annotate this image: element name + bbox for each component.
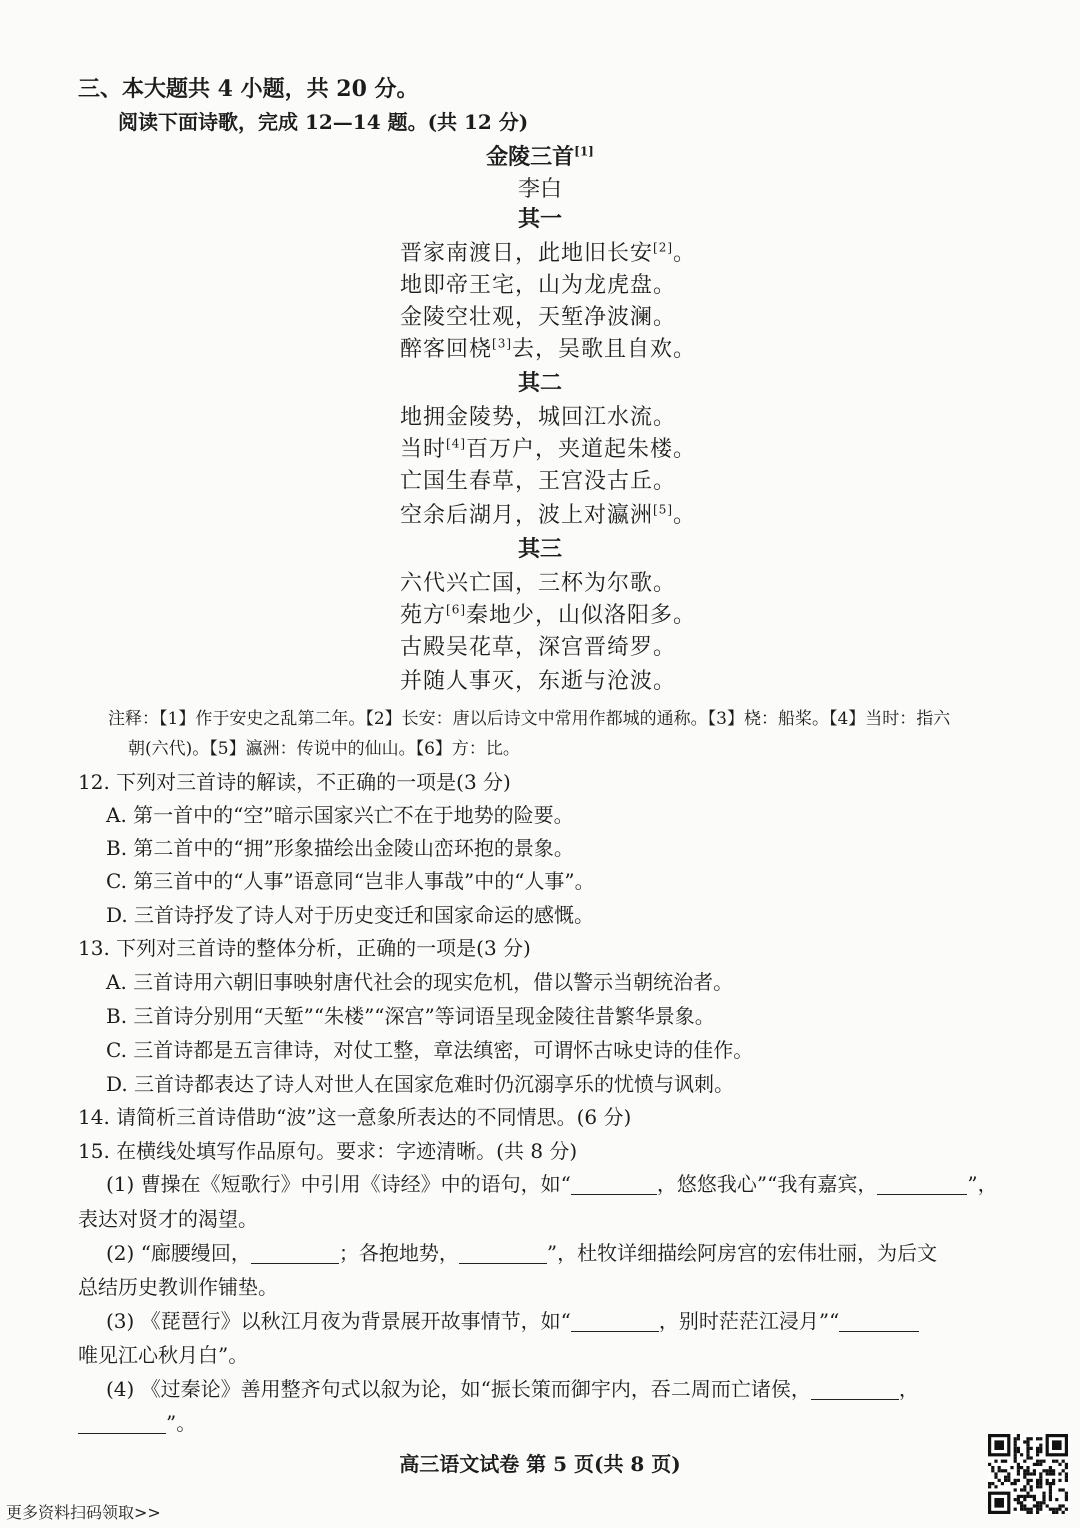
poem-notes-line: 朝(六代)。【5】瀛洲：传说中的仙山。【6】方：比。 (128, 739, 520, 759)
question-12-stem: 12. 下列对三首诗的解读，不正确的一项是(3 分) (78, 770, 511, 794)
qr-code-icon[interactable] (988, 1434, 1068, 1514)
question-12-option: C. 第三首中的“人事”语意同“岂非人事哉”中的“人事”。 (106, 869, 595, 893)
more-resources-link[interactable]: 更多资料扫码领取>> (6, 1503, 161, 1522)
question-12-option: D. 三首诗抒发了诗人对于历史变迁和国家命运的感慨。 (106, 903, 595, 927)
question-15-item-4-cont: ”。 (78, 1407, 196, 1436)
answer-blank[interactable] (78, 1411, 166, 1434)
poem-line: 地即帝王宅，山为龙虎盘。 (400, 273, 677, 298)
question-15-item-2: (2) “廊腰缦回， ；各抱地势， ”，杜牧详细描绘阿房宫的宏伟壮丽，为后文 (106, 1241, 938, 1265)
page-footer: 高三语文试卷 第 5 页(共 8 页) (399, 1452, 681, 1476)
question-13-option: D. 三首诗都表达了诗人对世人在国家危难时仍沉溺享乐的忧愤与讽刺。 (106, 1072, 735, 1096)
question-12-option: B. 第二首中的“拥”形象描绘出金陵山峦环抱的景象。 (106, 836, 574, 860)
answer-blank[interactable] (571, 1309, 659, 1332)
question-15-item-2-cont: 总结历史教训作铺垫。 (78, 1275, 278, 1299)
poem-line: 亡国生春草，王宫没古丘。 (400, 469, 677, 494)
poem-notes-line: 注释：【1】作于安史之乱第二年。【2】长安：唐以后诗文中常用作都城的通称。【3】桡：船桨。【4】当时：指六 (108, 709, 951, 729)
poem-title: 金陵三首[1] (486, 144, 594, 170)
poem-author: 李白 (517, 177, 562, 202)
question-15-item-1: (1) 曹操在《短歌行》中引用《诗经》中的语句，如“ ，悠悠我心”“我有嘉宾， ”， (106, 1172, 998, 1196)
poem-line: 并随人事灭，东逝与沧波。 (400, 669, 677, 694)
poem-part-heading: 其二 (517, 370, 562, 396)
question-15-stem: 15. 在横线处填写作品原句。要求：字迹清晰。(共 8 分) (78, 1139, 578, 1163)
poem-line: 当时[4]百万户，夹道起朱楼。 (400, 436, 697, 462)
reading-instruction: 阅读下面诗歌，完成 12—14 题。(共 12 分) (118, 110, 529, 134)
question-13-option: A. 三首诗用六朝旧事映射唐代社会的现实危机，借以警示当朝统治者。 (106, 970, 734, 994)
section-heading: 三、本大题共 4 小题，共 20 分。 (78, 76, 419, 102)
poem-line: 苑方[6]秦地少，山似洛阳多。 (400, 602, 697, 628)
question-13-stem: 13. 下列对三首诗的整体分析，正确的一项是(3 分) (78, 936, 531, 960)
poem-part-heading: 其一 (517, 206, 562, 232)
poem-line: 醉客回桡[3]去，吴歌且自欢。 (400, 336, 697, 362)
question-15-item-3-cont: 唯见江心秋月白”。 (78, 1343, 249, 1367)
title-footnote-ref: [1] (574, 144, 594, 159)
poem-line: 金陵空壮观，天堑净波澜。 (400, 305, 677, 330)
answer-blank[interactable] (459, 1241, 547, 1264)
poem-line: 六代兴亡国，三杯为尔歌。 (400, 571, 677, 596)
question-13-option: C. 三首诗都是五言律诗，对仗工整，章法缜密，可谓怀古咏史诗的佳作。 (106, 1038, 754, 1062)
question-12-option: A. 第一首中的“空”暗示国家兴亡不在于地势的险要。 (106, 803, 574, 827)
answer-blank[interactable] (839, 1309, 919, 1332)
question-14-stem: 14. 请简析三首诗借助“波”这一意象所表达的不同情思。(6 分) (78, 1105, 632, 1129)
answer-blank[interactable] (251, 1241, 339, 1264)
answer-blank[interactable] (877, 1172, 967, 1195)
question-13-option: B. 三首诗分别用“天堑”“朱楼”“深宫”等词语呈现金陵往昔繁华景象。 (106, 1004, 715, 1028)
poem-line: 地拥金陵势，城回江水流。 (400, 405, 677, 430)
question-15-item-1-cont: 表达对贤才的渴望。 (78, 1207, 258, 1231)
poem-line: 空余后湖月，波上对瀛洲[5]。 (400, 502, 697, 528)
question-15-item-3: (3) 《琵琶行》以秋江月夜为背景展开故事情节，如“ ，别时茫茫江浸月”“ (106, 1305, 919, 1334)
question-15-item-4: (4) 《过秦论》善用整齐句式以叙为论，如“振长策而御宇内，吞二周而亡诸侯， ， (106, 1377, 919, 1401)
poem-line: 晋家南渡日，此地旧长安[2]。 (400, 240, 697, 266)
poem-line: 古殿吴花草，深宫晋绮罗。 (400, 635, 677, 660)
poem-part-heading: 其三 (517, 536, 562, 562)
answer-blank[interactable] (571, 1172, 657, 1195)
answer-blank[interactable] (811, 1377, 899, 1400)
